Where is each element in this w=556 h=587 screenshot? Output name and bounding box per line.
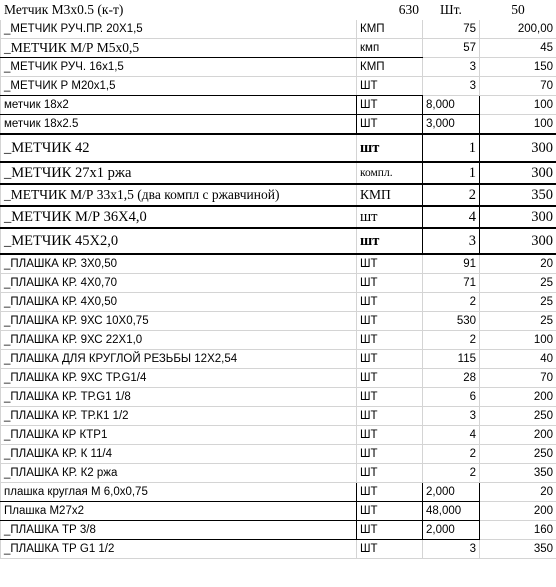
unit-cell[interactable]: ШТ bbox=[357, 312, 423, 331]
header-unit-cell[interactable]: 630 bbox=[357, 1, 423, 20]
unit-cell[interactable]: ШТ bbox=[357, 115, 423, 135]
name-cell[interactable]: _ПЛАШКА КР. 9ХС 22Х1,0 bbox=[1, 331, 357, 350]
qty-cell[interactable]: 48,000 bbox=[423, 502, 480, 521]
qty-cell[interactable]: 530 bbox=[423, 312, 480, 331]
unit-cell[interactable]: ШТ bbox=[357, 407, 423, 426]
name-cell[interactable]: _ПЛАШКА КР. 4Х0,70 bbox=[1, 274, 357, 293]
table-row bbox=[1, 228, 556, 254]
name-cell[interactable]: _ПЛАШКА КР КТР1 bbox=[1, 426, 357, 445]
qty-cell[interactable]: 75 bbox=[423, 20, 480, 39]
table-row bbox=[1, 134, 556, 162]
unit-cell[interactable]: КМП bbox=[357, 20, 423, 39]
name-cell[interactable]: _ПЛАШКА КР. К2 ржа bbox=[1, 464, 357, 483]
table-row bbox=[1, 274, 556, 293]
table-row bbox=[1, 388, 556, 407]
price-cell[interactable]: 350 bbox=[480, 184, 556, 206]
name-cell[interactable]: _МЕТЧИК 45Х2,0 bbox=[1, 228, 357, 254]
qty-cell[interactable]: 91 bbox=[423, 254, 480, 274]
name-cell[interactable]: _ПЛАШКА КР. ТР.К1 1/2 bbox=[1, 407, 357, 426]
table-row bbox=[1, 521, 556, 540]
unit-cell[interactable]: ШТ bbox=[357, 445, 423, 464]
qty-cell[interactable]: 3 bbox=[423, 228, 480, 254]
table-row bbox=[1, 184, 556, 206]
price-cell[interactable]: 25 bbox=[480, 293, 556, 312]
table-row bbox=[1, 369, 556, 388]
name-cell[interactable]: Плашка М27х2 bbox=[1, 502, 357, 521]
name-cell[interactable]: метчик 18х2.5 bbox=[1, 115, 357, 135]
unit-cell[interactable]: ШТ bbox=[357, 521, 423, 540]
name-cell[interactable]: _МЕТЧИК РУЧ. 16х1,5 bbox=[1, 58, 357, 77]
qty-cell[interactable]: 4 bbox=[423, 426, 480, 445]
table-row bbox=[1, 20, 556, 39]
table-row bbox=[1, 206, 556, 228]
table-row bbox=[1, 115, 556, 135]
price-cell[interactable]: 25 bbox=[480, 274, 556, 293]
header-price-cell[interactable]: 50 bbox=[480, 1, 556, 20]
table-row bbox=[1, 407, 556, 426]
qty-cell[interactable]: 71 bbox=[423, 274, 480, 293]
price-cell[interactable]: 200,00 bbox=[480, 20, 556, 39]
qty-cell[interactable]: 3 bbox=[423, 540, 480, 559]
qty-cell[interactable]: 3 bbox=[423, 58, 480, 77]
table-row bbox=[1, 162, 556, 184]
price-cell[interactable]: 160 bbox=[480, 521, 556, 540]
qty-cell[interactable]: 8,000 bbox=[423, 96, 480, 115]
table-row bbox=[1, 540, 556, 559]
name-cell[interactable]: _МЕТЧИК Р М20х1,5 bbox=[1, 77, 357, 96]
table-row bbox=[1, 293, 556, 312]
price-cell[interactable]: 350 bbox=[480, 540, 556, 559]
qty-cell[interactable]: 57 bbox=[423, 39, 480, 58]
qty-cell[interactable]: 2,000 bbox=[423, 521, 480, 540]
unit-cell[interactable]: компл. bbox=[357, 162, 423, 184]
name-cell[interactable]: _ПЛАШКА ТР 3/8 bbox=[1, 521, 357, 540]
table-row bbox=[1, 58, 556, 77]
price-cell[interactable]: 100 bbox=[480, 115, 556, 135]
header-name-cell[interactable]: Метчик М3х0.5 (к-т) bbox=[1, 1, 357, 20]
table-row bbox=[1, 77, 556, 96]
price-cell[interactable]: 350 bbox=[480, 464, 556, 483]
qty-cell[interactable]: 3,000 bbox=[423, 115, 480, 135]
unit-cell[interactable]: ШТ bbox=[357, 254, 423, 274]
qty-cell[interactable]: 2 bbox=[423, 184, 480, 206]
table-row bbox=[1, 39, 556, 58]
price-cell[interactable]: 100 bbox=[480, 96, 556, 115]
unit-cell[interactable]: ШТ bbox=[357, 426, 423, 445]
unit-cell[interactable]: шт bbox=[357, 228, 423, 254]
name-cell[interactable]: _ПЛАШКА КР. 3Х0,50 bbox=[1, 254, 357, 274]
qty-cell[interactable]: 4 bbox=[423, 206, 480, 228]
qty-cell[interactable]: 6 bbox=[423, 388, 480, 407]
price-cell[interactable]: 300 bbox=[480, 228, 556, 254]
table-row bbox=[1, 254, 556, 274]
price-cell[interactable]: 200 bbox=[480, 426, 556, 445]
unit-cell[interactable]: КМП bbox=[357, 58, 423, 77]
name-cell[interactable]: _ПЛАШКА КР. 9ХС 10Х0,75 bbox=[1, 312, 357, 331]
name-cell[interactable]: _МЕТЧИК РУЧ.ПР. 20Х1,5 bbox=[1, 20, 357, 39]
qty-cell[interactable]: 2 bbox=[423, 331, 480, 350]
price-cell[interactable]: 300 bbox=[480, 206, 556, 228]
price-cell[interactable]: 20 bbox=[480, 254, 556, 274]
unit-cell[interactable]: ШТ bbox=[357, 96, 423, 115]
name-cell[interactable]: _МЕТЧИК М/Р 36Х4,0 bbox=[1, 206, 357, 228]
price-cell[interactable]: 300 bbox=[480, 134, 556, 162]
price-cell[interactable]: 200 bbox=[480, 502, 556, 521]
qty-cell[interactable]: 2 bbox=[423, 445, 480, 464]
qty-cell[interactable]: 3 bbox=[423, 407, 480, 426]
qty-cell[interactable]: 2,000 bbox=[423, 483, 480, 502]
name-cell[interactable]: _ПЛАШКА ТР G1 1/2 bbox=[1, 540, 357, 559]
qty-cell[interactable]: 1 bbox=[423, 162, 480, 184]
table-row bbox=[1, 312, 556, 331]
unit-cell[interactable]: ШТ bbox=[357, 331, 423, 350]
price-cell[interactable]: 25 bbox=[480, 312, 556, 331]
qty-cell[interactable]: 2 bbox=[423, 464, 480, 483]
table-row bbox=[1, 96, 556, 115]
price-cell[interactable]: 200 bbox=[480, 388, 556, 407]
name-cell[interactable]: _ПЛАШКА ДЛЯ КРУГЛОЙ РЕЗЬБЫ 12Х2,54 bbox=[1, 350, 357, 369]
price-cell[interactable]: 150 bbox=[480, 58, 556, 77]
unit-cell[interactable]: ШТ bbox=[357, 350, 423, 369]
unit-cell[interactable]: ШТ bbox=[357, 464, 423, 483]
qty-cell[interactable]: 1 bbox=[423, 134, 480, 162]
name-cell[interactable]: _ПЛАШКА КР. 9ХС ТР.G1/4 bbox=[1, 369, 357, 388]
unit-cell[interactable]: ШТ bbox=[357, 274, 423, 293]
price-cell[interactable]: 45 bbox=[480, 39, 556, 58]
unit-cell[interactable]: ШТ bbox=[357, 540, 423, 559]
unit-cell[interactable]: ШТ bbox=[357, 502, 423, 521]
name-cell[interactable]: плашка круглая М 6,0х0,75 bbox=[1, 483, 357, 502]
unit-cell[interactable]: ШТ bbox=[357, 77, 423, 96]
name-cell[interactable]: метчик 18х2 bbox=[1, 96, 357, 115]
unit-cell[interactable]: ШТ bbox=[357, 388, 423, 407]
name-cell[interactable]: _МЕТЧИК 27х1 ржа bbox=[1, 162, 357, 184]
qty-cell[interactable]: 2 bbox=[423, 293, 480, 312]
qty-cell[interactable]: 28 bbox=[423, 369, 480, 388]
table-row bbox=[1, 502, 556, 521]
price-cell[interactable]: 100 bbox=[480, 331, 556, 350]
price-cell[interactable]: 250 bbox=[480, 407, 556, 426]
unit-cell[interactable]: шт bbox=[357, 134, 423, 162]
table-row bbox=[1, 483, 556, 502]
unit-cell[interactable]: КМП bbox=[357, 184, 423, 206]
unit-cell[interactable]: ШТ bbox=[357, 483, 423, 502]
unit-cell[interactable]: шт bbox=[357, 206, 423, 228]
price-cell[interactable]: 20 bbox=[480, 483, 556, 502]
unit-cell[interactable]: кмп bbox=[357, 39, 423, 58]
name-cell[interactable]: _ПЛАШКА КР. ТР.G1 1/8 bbox=[1, 388, 357, 407]
unit-cell[interactable]: ШТ bbox=[357, 369, 423, 388]
price-cell[interactable]: 40 bbox=[480, 350, 556, 369]
price-cell[interactable]: 250 bbox=[480, 445, 556, 464]
name-cell[interactable]: _МЕТЧИК М/Р 33х1,5 (два компл с ржавчиной) bbox=[1, 184, 357, 206]
qty-cell[interactable]: 115 bbox=[423, 350, 480, 369]
table-row bbox=[1, 350, 556, 369]
name-cell[interactable]: _ПЛАШКА КР. К 11/4 bbox=[1, 445, 357, 464]
name-cell[interactable]: _МЕТЧИК 42 bbox=[1, 134, 357, 162]
unit-cell[interactable]: ШТ bbox=[357, 293, 423, 312]
qty-cell[interactable]: 3 bbox=[423, 77, 480, 96]
table-row bbox=[1, 464, 556, 483]
price-cell[interactable]: 300 bbox=[480, 162, 556, 184]
price-cell[interactable]: 70 bbox=[480, 369, 556, 388]
price-cell[interactable]: 70 bbox=[480, 77, 556, 96]
name-cell[interactable]: _МЕТЧИК М/Р М5х0,5 bbox=[1, 39, 357, 58]
table-row bbox=[1, 445, 556, 464]
header-row bbox=[1, 1, 556, 20]
table-row bbox=[1, 426, 556, 445]
header-qty-cell[interactable]: Шт. bbox=[423, 1, 480, 20]
table-row bbox=[1, 331, 556, 350]
name-cell[interactable]: _ПЛАШКА КР. 4Х0,50 bbox=[1, 293, 357, 312]
